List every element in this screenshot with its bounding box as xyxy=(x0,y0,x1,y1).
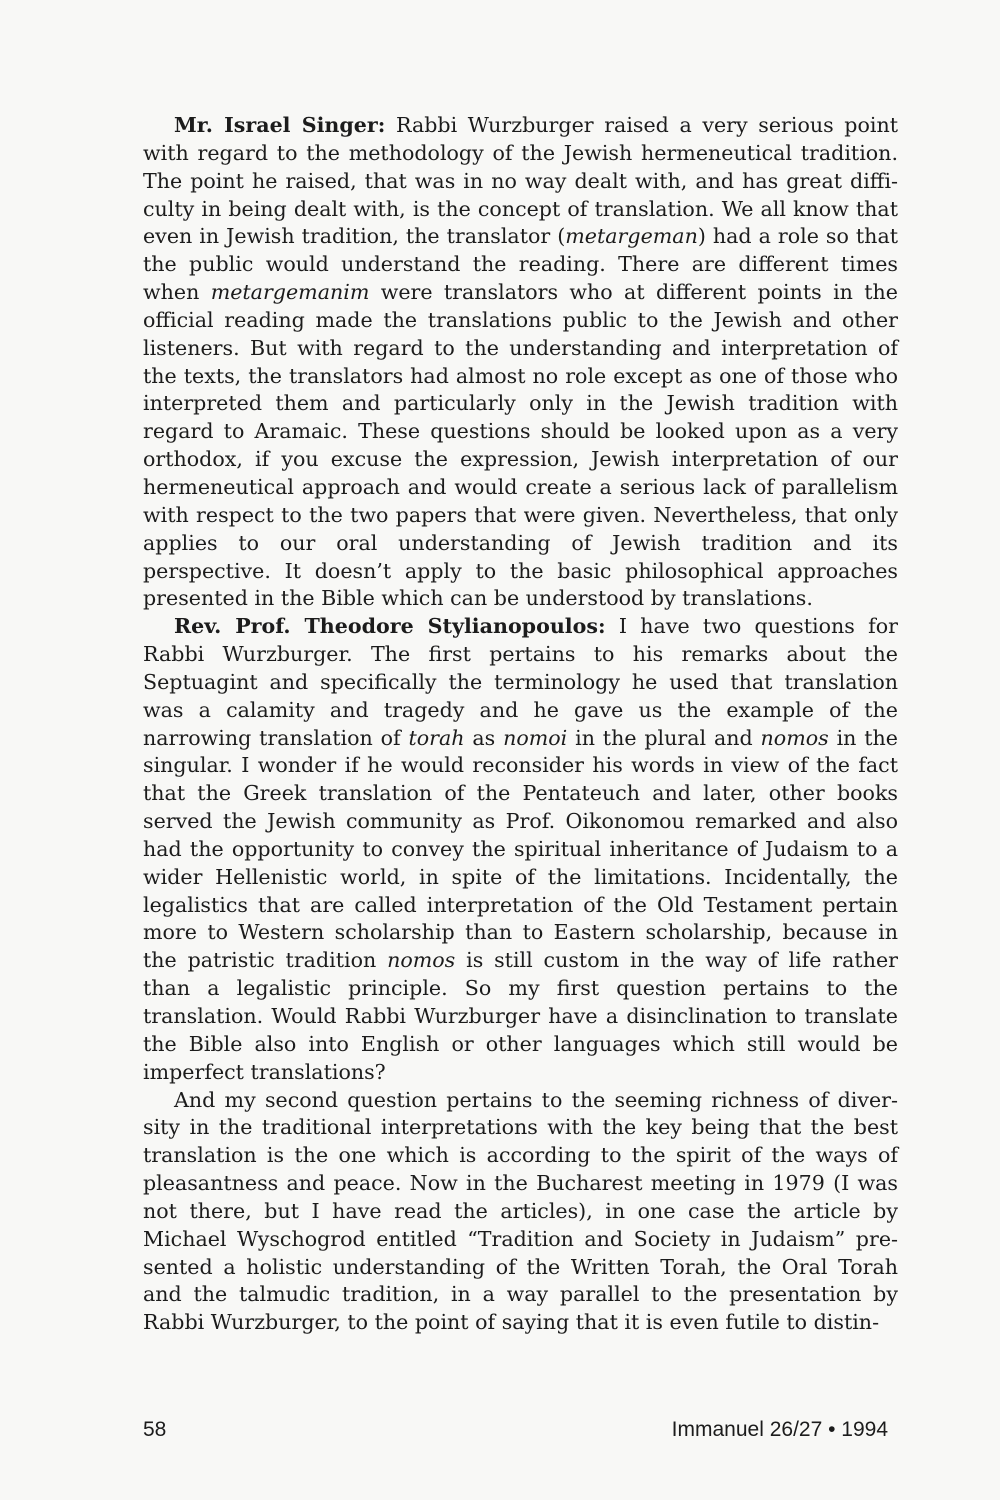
speaker-name: Mr. Israel Singer: xyxy=(174,113,386,137)
paragraph-stylianopoulos xyxy=(143,613,898,1086)
paragraph-second-question xyxy=(143,1087,898,1338)
paragraph-text: And my second question pertains to the seeming richness of diversity in the traditional interpretations with the key being that the best translation is the one which is according to the spirit of the ways of pleasantness and peace. Now in the Bucharest meeting in 1979 (I was not there, but I have read the articles), in one case the article by Michael Wyschogrod entitled “Tradition and Society in Judaism” presented a holistic understanding of the Written Torah, the Oral Torah and the talmudic tradition, in a way parallel to the presentation by Rabbi Wurzburger, to the point of saying that it is even futile to distin- xyxy=(143,1087,898,1335)
italic-term: metargemanim xyxy=(210,280,370,305)
paragraph-text: Rabbi Wurzburger raised a very serious point with regard to the methodology of the Jewish hermeneutical tradition. The point he raised, that was in no way dealt with, and has great difficulty in being dealt with, is the concept of translation. We all know that even in Jewish tradition, the translator ( xyxy=(143,113,898,249)
paragraph-text: I have two questions for Rabbi Wurzburger. The first pertains to his remarks about the Septuagint and specifically the terminology he used that translation was a calamity and tragedy and he gave us the example of the narrowing translation of xyxy=(143,614,898,750)
italic-term: metargeman xyxy=(565,224,698,249)
running-footer: Immanuel 26/27 • 1994 xyxy=(671,1418,888,1441)
body-text xyxy=(143,112,898,1337)
paragraph-text: in the plural and xyxy=(567,725,761,750)
paragraph-text: ) had a role so that the public would understand the reading. There are different times when xyxy=(143,224,899,305)
italic-term: nomos xyxy=(760,725,829,750)
paragraph-text: as xyxy=(464,725,504,750)
page-number: 58 xyxy=(143,1418,167,1441)
paragraph-text: were translators who at different points in the official reading made the translations public to the Jewish and other listeners. But with regard to the understanding and interpretation of the texts, the translators had almost no role except as one of those who interpreted them and particularly only in the Jewish tradition with regard to Aramaic. These questions should be looked upon as a very orthodox, if you excuse the expression, Jewish interpretation of our hermeneutical approach and would create a serious lack of parallelism with respect to the two papers that were given. Nevertheless, that only applies to our oral understanding of Jewish tradition and its perspective. It doesn’t apply to the basic philosophical approaches presented in the Bible which can be understood by translations. xyxy=(143,280,898,611)
italic-term: torah xyxy=(408,725,465,750)
italic-term: nomoi xyxy=(503,725,568,750)
speaker-name: Rev. Prof. Theodore Stylianopoulos: xyxy=(174,614,606,639)
italic-term: nomos xyxy=(387,948,456,973)
paragraph-text: in the singular. I wonder if he would reconsider his words in view of the fact that the Greek translation of the Pentateuch and later, other books served the Jewish community as Prof. Oikonomou remarked and also had the opportunity to convey the spiritual inheritance of Judaism to a wider Hellenistic world, in spite of the limitations. Incidentally, the legalistics that are called interpretation of the Old Testament pertain more to Western scholarship than to Eastern scholarship, because in the patristic tradition xyxy=(143,725,898,973)
paragraph-text: is still custom in the way of life rather than a legalistic principle. So my first question pertains to the translation. Would Rabbi Wurzburger have a disinclination to translate the Bible also into English or other languages which still would be imperfect translations? xyxy=(143,948,899,1084)
paragraph-singer xyxy=(143,112,898,613)
